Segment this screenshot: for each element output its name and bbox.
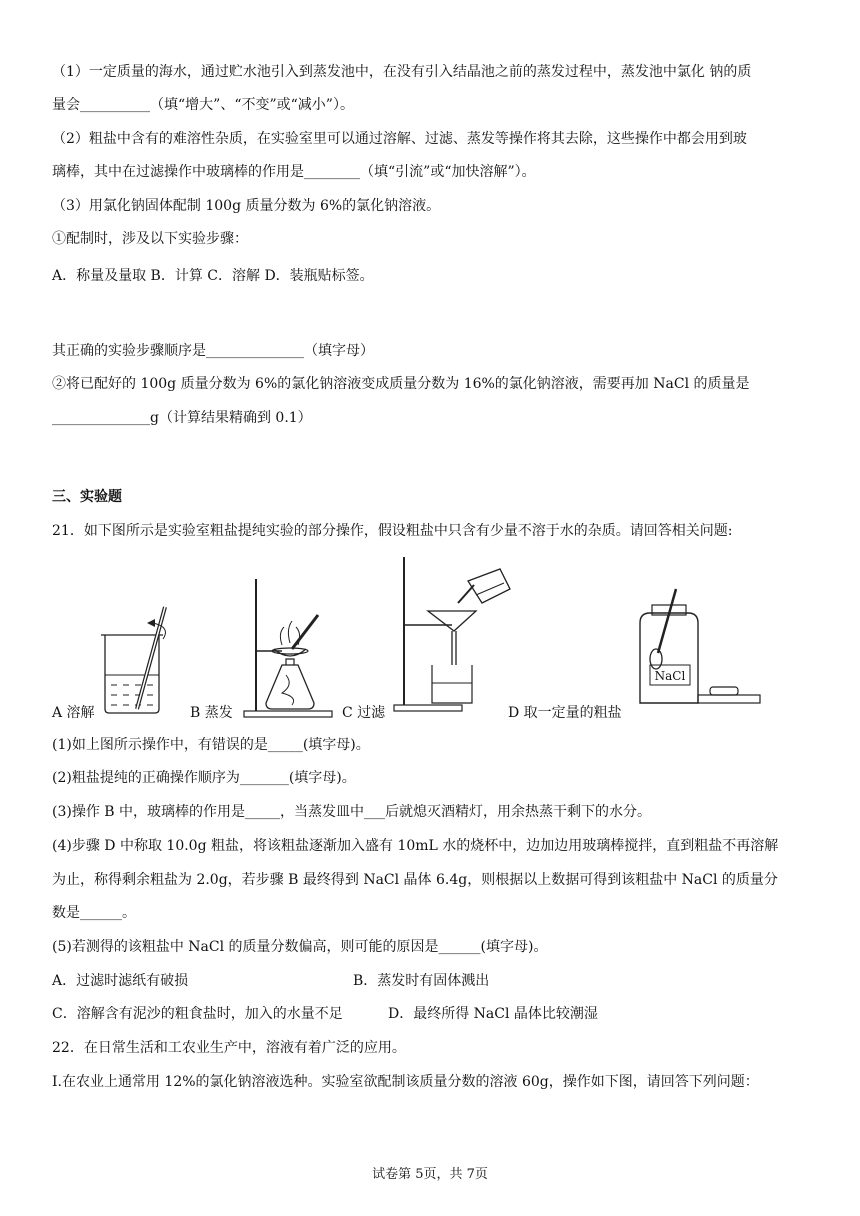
q1-line-2: 量会__________（填“增大”、“不变”或“减小”）。 bbox=[52, 97, 354, 113]
q3-sub1: ①配制时，涉及以下实验步骤： bbox=[52, 231, 248, 247]
q21-sub1: (1)如上图所示操作中，有错误的是_____(填字母)。 bbox=[52, 737, 370, 753]
q22-stem: 22．在日常生活和工农业生产中，溶液有着广泛的应用。 bbox=[52, 1040, 406, 1056]
section-heading: 三、实验题 bbox=[52, 489, 122, 505]
q3-sub2-line-1: ②将已配好的 100g 质量分数为 6%的氯化钠溶液变成质量分数为 16%的氯化钠溶液，需要再加 NaCl 的质量是 bbox=[52, 376, 750, 392]
option-d: D．最终所得 NaCl 晶体比较潮湿 bbox=[388, 1006, 598, 1022]
filtration-figure bbox=[392, 555, 542, 715]
weighing-figure bbox=[632, 583, 772, 723]
q2-line-2: 璃棒，其中在过滤操作中玻璃棒的作用是________（填“引流”或“加快溶解”）。 bbox=[52, 164, 536, 180]
evaporation-figure bbox=[242, 575, 342, 720]
figure-caption-b: B 蒸发 bbox=[190, 705, 233, 721]
figure-caption-a: A 溶解 bbox=[52, 705, 95, 721]
bottle-label: NaCl bbox=[654, 669, 686, 683]
option-a: A．过滤时滤纸有破损 bbox=[52, 973, 189, 989]
q21-sub4-line-3: 数是______。 bbox=[52, 905, 136, 921]
q3-steps: A．称量及量取 B．计算 C．溶解 D．装瓶贴标签。 bbox=[52, 268, 374, 284]
q22-part-i: I.在农业上通常用 12%的氯化钠溶液选种。实验室欲配制该质量分数的溶液 60g，操作如下图，请回答下列问题： bbox=[52, 1074, 759, 1090]
experiment-figures bbox=[52, 555, 812, 725]
q3-sub2-line-2: ______________g（计算结果精确到 0.1） bbox=[52, 410, 312, 426]
q1-line-1: （1）一定质量的海水，通过贮水池引入到蒸发池中，在没有引入结晶池之前的蒸发过程中，蒸发池中氯化 钠的质 bbox=[52, 64, 752, 80]
q3-order: 其正确的实验步骤顺序是______________（填字母） bbox=[52, 343, 374, 359]
option-b: B．蒸发时有固体溅出 bbox=[353, 973, 490, 989]
q21-sub2: (2)粗盐提纯的正确操作顺序为_______(填字母)。 bbox=[52, 770, 356, 786]
q21-sub4-line-1: (4)步骤 D 中称取 10.0g 粗盐，将该粗盐逐渐加入盛有 10mL 水的烧杯中，边加边用玻璃棒搅拌，直到粗盐不再溶解 bbox=[52, 838, 779, 854]
dissolve-figure bbox=[97, 605, 217, 715]
figure-caption-c: C 过滤 bbox=[342, 705, 386, 721]
q21-sub4-line-2: 为止，称得剩余粗盐为 2.0g，若步骤 B 最终得到 NaCl 晶体 6.4g，则根据以上数据可得到该粗盐中 NaCl 的质量分 bbox=[52, 872, 778, 888]
q21-sub3: (3)操作 B 中，玻璃棒的作用是_____，当蒸发皿中___后就熄灭酒精灯，用余热蒸干剩下的水分。 bbox=[52, 804, 652, 820]
q21-stem: 21．如下图所示是实验室粗盐提纯实验的部分操作，假设粗盐中只含有少量不溶于水的杂质。请回答相关问题: bbox=[52, 523, 733, 539]
q21-sub5: (5)若测得的该粗盐中 NaCl 的质量分数偏高，则可能的原因是______(填字母)。 bbox=[52, 939, 548, 955]
option-c: C．溶解含有泥沙的粗食盐时，加入的水量不足 bbox=[52, 1006, 343, 1022]
q3-line: （3）用氯化钠固体配制 100g 质量分数为 6%的氯化钠溶液。 bbox=[52, 198, 441, 214]
q2-line-1: （2）粗盐中含有的难溶性杂质，在实验室里可以通过溶解、过滤、蒸发等操作将其去除，这些操作中都会用到玻 bbox=[52, 131, 747, 147]
figure-caption-d: D 取一定量的粗盐 bbox=[508, 705, 622, 721]
page-footer: 试卷第 5页，共 7页 bbox=[372, 1167, 488, 1182]
